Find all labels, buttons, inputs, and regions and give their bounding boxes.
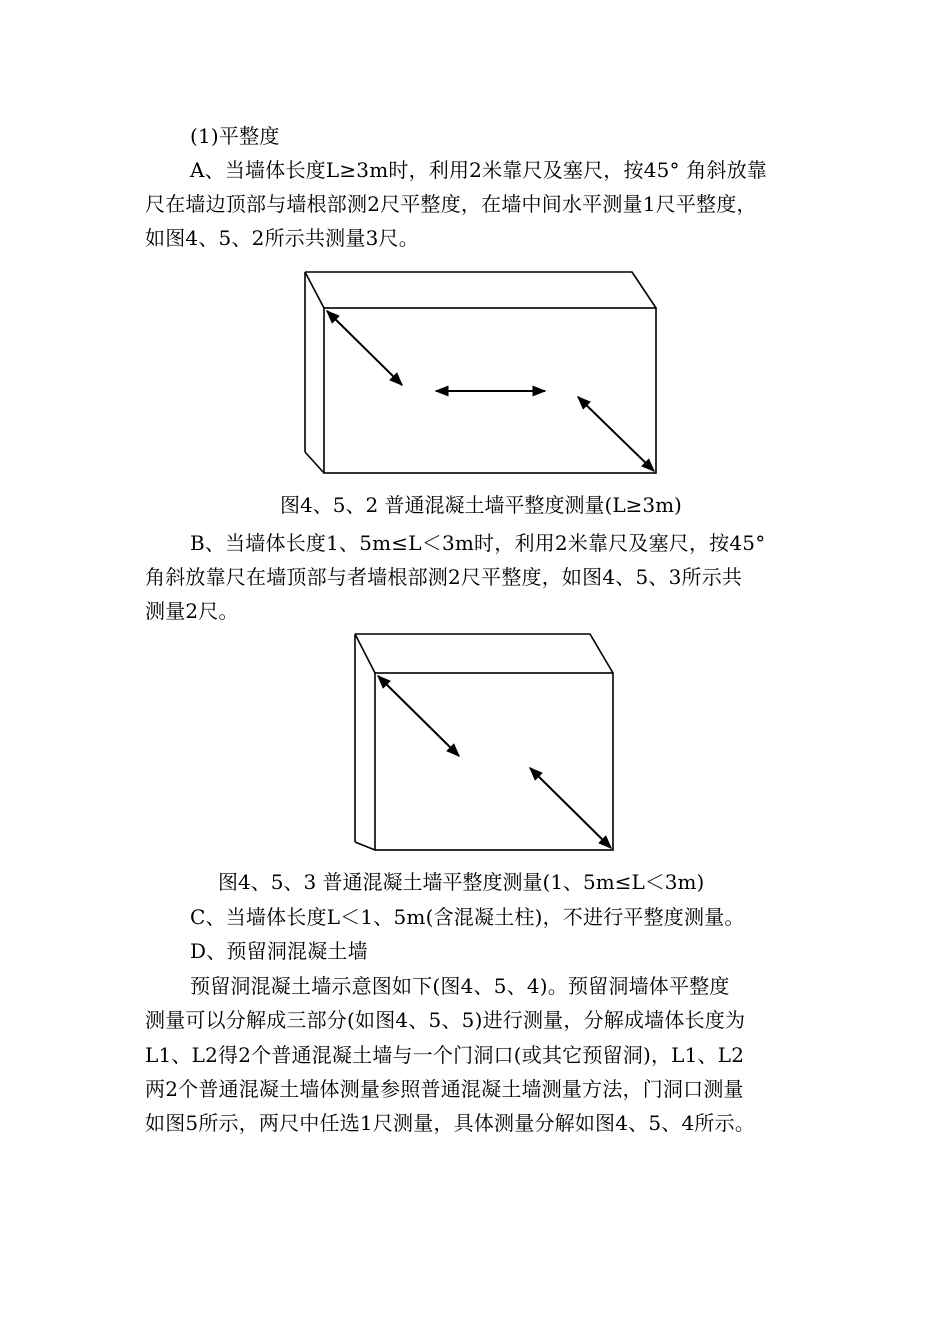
box2-front-face <box>375 673 613 850</box>
diagonal-ruler2-bottom-right <box>530 768 611 848</box>
figure-caption-1: 图4、5、2 普通混凝土墙平整度测量(L≥3m) <box>280 493 682 517</box>
diagonal-ruler-top-left <box>327 311 402 385</box>
para-a-line-2: 尺在墙边顶部与墙根部测2尺平整度，在墙中间水平测量1尺平整度， <box>145 192 757 216</box>
para-d-line-5: 如图5所示，两尺中任选1尺测量，具体测量分解如图4、5、4所示。 <box>145 1111 756 1135</box>
para-b-line-3: 测量2尺。 <box>145 599 239 623</box>
para-b-line-1: B、当墙体长度1、5m≤L＜3m时，利用2米靠尺及塞尺，按45° <box>190 531 766 555</box>
para-a-line-3: 如图4、5、2所示共测量3尺。 <box>145 226 419 250</box>
section-title: (1)平整度 <box>190 124 280 148</box>
box-depth-top-edge <box>305 272 324 308</box>
para-d-title: D、预留洞混凝土墙 <box>190 939 368 963</box>
para-a-line-1: A、当墙体长度L≥3m时，利用2米靠尺及塞尺，按45° 角斜放靠 <box>190 158 768 182</box>
box2-depth-bottom-edge <box>355 842 375 850</box>
para-d-line-2: 测量可以分解成三部分(如图4、5、5)进行测量，分解成墙体长度为 <box>145 1008 746 1032</box>
figure-caption-2: 图4、5、3 普通混凝土墙平整度测量(1、5m≤L＜3m) <box>218 870 705 894</box>
box2-depth-top-edge <box>355 634 375 673</box>
diagonal-ruler-bottom-right <box>578 397 654 471</box>
diagonal-ruler2-top-left <box>378 676 459 756</box>
box-depth-bottom-edge <box>305 452 324 473</box>
para-b-line-2: 角斜放靠尺在墙顶部与者墙根部测2尺平整度，如图4、5、3所示共 <box>145 565 743 589</box>
para-d-line-1: 预留洞混凝土墙示意图如下(图4、5、4)。预留洞墙体平整度 <box>190 974 730 998</box>
box2-top-edge <box>355 634 613 673</box>
para-d-line-3: L1、L2得2个普通混凝土墙与一个门洞口(或其它预留洞)，L1、L2 <box>145 1043 745 1067</box>
box-front-face <box>324 308 656 473</box>
box-top-edge <box>305 272 656 308</box>
para-c: C、当墙体长度L＜1、5m(含混凝土柱)，不进行平整度测量。 <box>190 905 745 929</box>
para-d-line-4: 两2个普通混凝土墙体测量参照普通混凝土墙测量方法，门洞口测量 <box>145 1077 744 1101</box>
